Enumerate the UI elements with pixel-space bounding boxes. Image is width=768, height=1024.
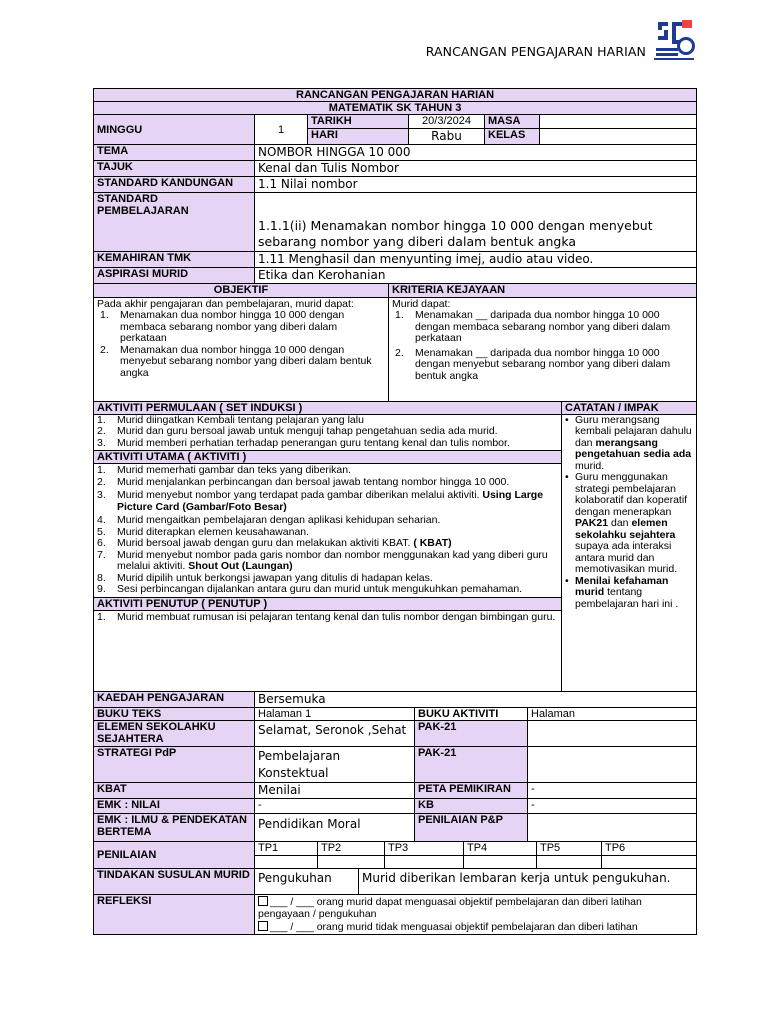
kriteria-content [389, 297, 697, 401]
pak21-label: PAK-21 [415, 721, 528, 747]
objektif-item: 2. Menamakan dua nombor hingga 10 000 dengan menyebut sebarang nombor yang diberi dalam bentuk angka [100, 343, 372, 379]
penilaian-pdp-value [528, 814, 697, 842]
school-logo-icon [652, 16, 696, 62]
refleksi-line: ___ / ___ orang murid tidak menguasai objektif pembelajaran dan diberi latihan [258, 921, 693, 934]
tindakan-value: Pengukuhan [255, 869, 359, 895]
tp3-label: TP3 [385, 842, 464, 855]
plan-subtitle: MATEMATIK SK TAHUN 3 [94, 102, 697, 115]
refleksi-content [255, 895, 697, 935]
tmk-value: 1.11 Menghasil dan menyunting imej, audio atau video. [255, 252, 697, 268]
buku-teks-label: BUKU TEKS [94, 708, 255, 721]
kriteria-label: KRITERIA KEJAYAAN [389, 284, 697, 297]
masa-value [540, 115, 697, 129]
hari-label: HARI [308, 129, 409, 145]
buku-aktiviti-label: BUKU AKTIVITI [415, 708, 528, 721]
page-header [0, 14, 768, 64]
permulaan-item: 1. Murid diingatkan Kembali tentang pelajaran yang lalu [97, 413, 364, 426]
emk-ilmu-value: Pendidikan Moral [255, 814, 415, 842]
kb-label: KB [415, 799, 528, 814]
catatan-label: CATATAN / IMPAK [562, 402, 696, 415]
checkbox-icon[interactable] [258, 921, 268, 931]
strategi-label: STRATEGI PdP [94, 747, 255, 783]
permulaan-label: AKTIVITI PERMULAAN ( SET INDUKSI ) [94, 402, 561, 415]
tp5-label: TP5 [537, 842, 602, 855]
penilaian-pdp-label: PENILAIAN P&P [415, 814, 528, 842]
kriteria-item: 1. Menamakan __ daripada dua nombor hingga 10 000 dengan membaca sebarang nombor yang diberi dalam perkataan [395, 309, 671, 344]
tarikh-label: TARIKH [308, 115, 409, 129]
tp1-label: TP1 [255, 842, 318, 855]
tema-value: NOMBOR HINGGA 10 000 [255, 145, 697, 161]
sk-value: 1.1 Nilai nombor [255, 177, 697, 193]
tp1-value [255, 855, 318, 868]
kelas-label: KELAS [485, 129, 540, 145]
masa-label: MASA [485, 115, 540, 129]
checkbox-icon[interactable] [258, 896, 268, 906]
tp3-value [385, 855, 464, 868]
utama-item: 8. Murid dipilih untuk berkongsi jawapan yang ditulis di hadapan kelas. [97, 571, 433, 584]
minggu-value: 1 [255, 115, 308, 145]
utama-item: 6. Murid bersoal jawab dengan guru dan melakukan aktiviti KBAT. ( KBAT) [97, 537, 452, 549]
catatan-item: • Guru merangsang kembali pelajaran dahulu dan merangsang pengetahuan sedia ada murid. [565, 415, 693, 473]
permulaan-item: 3. Murid memberi perhatian terhadap penerangan guru tentang kenal dan tulis nombor. [97, 436, 510, 449]
sp-value: 1.1.1(ii) Menamakan nombor hingga 10 000 dengan menyebut sebarang nombor yang diberi dalam bentuk angka [255, 193, 697, 252]
aktiviti-column [94, 402, 562, 692]
pak21-value [528, 721, 697, 747]
refleksi-line: ___ / ___ orang murid dapat menguasai objektif pembelajaran dan diberi latihan pengayaan / pengukuhan [258, 896, 642, 920]
objektif-intro: Pada akhir pengajaran dan pembelajaran, murid dapat: [97, 297, 354, 310]
kaedah-label: KAEDAH PENGAJARAN [94, 692, 255, 708]
strategi-value: Pembelajaran Konstektual [255, 747, 415, 783]
pak21b-value [528, 747, 697, 783]
objektif-table [93, 284, 697, 402]
tp2-label: TP2 [318, 842, 385, 855]
utama-item: 9. Sesi perbincangan dijalankan antara guru dan murid untuk mengukuhkan pemahaman. [97, 583, 523, 595]
tindakan-table [93, 869, 697, 935]
buku-aktiviti-value: Halaman [528, 708, 697, 721]
tp4-value [464, 855, 537, 868]
utama-item: 7. Murid menyebut nombor pada garis nombor dan nombor menggunakan kad yang diberi guru melalui aktiviti. Shout Out (Laungan) [97, 548, 548, 572]
penutup-label: AKTIVITI PENUTUP ( PENUTUP ) [94, 597, 561, 611]
penutup-item: 1. Murid membuat rumusan isi pelajaran tentang kenal dan tulis nombor dengan bimbingan guru. [97, 610, 556, 623]
kriteria-item: 2. Menamakan __ daripada dua nombor hingga 10 000 dengan menyebut sebarang nombor yang diberi dalam bentuk angka [395, 346, 671, 382]
sk-label: STANDARD KANDUNGAN [94, 177, 255, 193]
peta-label: PETA PEMIKIRAN [415, 783, 528, 799]
aspirasi-label: ASPIRASI MURID [94, 268, 255, 284]
tp2-value [318, 855, 385, 868]
objektif-content [94, 297, 389, 401]
lesson-plan [93, 88, 696, 935]
objektif-item: 1. Menamakan dua nombor hingga 10 000 dengan membaca sebarang nombor yang diberi dalam perkataan [100, 309, 345, 344]
utama-item: 3. Murid menyebut nombor yang terdapat pada gambar diberikan melalui aktiviti. Using Large Picture Card (Gambar/Foto Besar) [97, 489, 544, 513]
plan-title: RANCANGAN PENGAJARAN HARIAN [94, 89, 697, 102]
sp-label: STANDARD PEMBELAJARAN [94, 193, 255, 252]
lesson-plan-top-table [93, 88, 697, 284]
utama-label: AKTIVITI UTAMA ( AKTIVITI ) [94, 450, 561, 464]
emk-ilmu-label: EMK : ILMU & PENDEKATAN BERTEMA [94, 814, 255, 842]
kbat-value: Menilai [255, 783, 415, 799]
tema-label: TEMA [94, 145, 255, 161]
catatan-column [562, 402, 697, 692]
kb-value: - [528, 799, 697, 814]
tp4-label: TP4 [464, 842, 537, 855]
permulaan-item: 2. Murid dan guru bersoal jawab untuk menguji tahap pengetahuan sedia ada murid. [97, 425, 498, 437]
kaedah-value: Bersemuka [255, 692, 697, 708]
catatan-item: • Guru menggunakan strategi pembelajaran kolaboratif dan koperatif dengan menerapkan PAK21 dan elemen sekolahku sejahtera supaya ada interaksi antara murid dan memotivasikan murid. [565, 472, 693, 576]
elemen-value: Selamat, Seronok ,Sehat [255, 721, 415, 747]
penilaian-label: PENILAIAN [94, 842, 255, 868]
hari-value: Rabu [409, 129, 485, 145]
bottom-table [93, 692, 697, 842]
pak21b-label: PAK-21 [415, 747, 528, 783]
tindakan-note: Murid diberikan lembaran kerja untuk pengukuhan. [359, 869, 697, 895]
tp6-label: TP6 [602, 842, 697, 855]
tindakan-label: TINDAKAN SUSULAN MURID [94, 869, 255, 895]
tajuk-value: Kenal dan Tulis Nombor [255, 161, 697, 177]
emk-nilai-value: - [255, 799, 415, 814]
tmk-label: KEMAHIRAN TMK [94, 252, 255, 268]
aspirasi-value: Etika dan Kerohanian [255, 268, 697, 284]
utama-item: 1. Murid memerhati gambar dan teks yang diberikan. [97, 464, 352, 476]
emk-nilai-label: EMK : NILAI [94, 799, 255, 814]
kriteria-intro: Murid dapat: [392, 297, 451, 310]
tajuk-label: TAJUK [94, 161, 255, 177]
tp6-value [602, 855, 697, 868]
peta-value: - [528, 783, 697, 799]
elemen-label: ELEMEN SEKOLAHKU SEJAHTERA [94, 721, 255, 747]
utama-item: 4. Murid mengaitkan pembelajaran dengan aplikasi kehidupan seharian. [97, 514, 441, 526]
tarikh-value: 20/3/2024 [409, 115, 485, 129]
kelas-value [540, 129, 697, 145]
header-title: RANCANGAN PENGAJARAN HARIAN [425, 44, 646, 59]
tp5-value [537, 855, 602, 868]
aktiviti-table [93, 402, 697, 693]
minggu-label: MINGGU [94, 115, 255, 145]
refleksi-label: REFLEKSI [94, 895, 255, 935]
objektif-label: OBJEKTIF [94, 284, 389, 297]
catatan-item: • Menilai kefahaman murid tentang pembelajaran hari ini . [565, 576, 693, 611]
buku-teks-value: Halaman 1 [255, 708, 415, 721]
utama-item: 5. Murid diterapkan elemen keusahawanan. [97, 525, 310, 538]
kbat-label: KBAT [94, 783, 255, 799]
utama-item: 2. Murid menjalankan perbincangan dan bersoal jawab tentang nombor hingga 10 000. [97, 475, 510, 488]
penilaian-table [93, 842, 697, 869]
